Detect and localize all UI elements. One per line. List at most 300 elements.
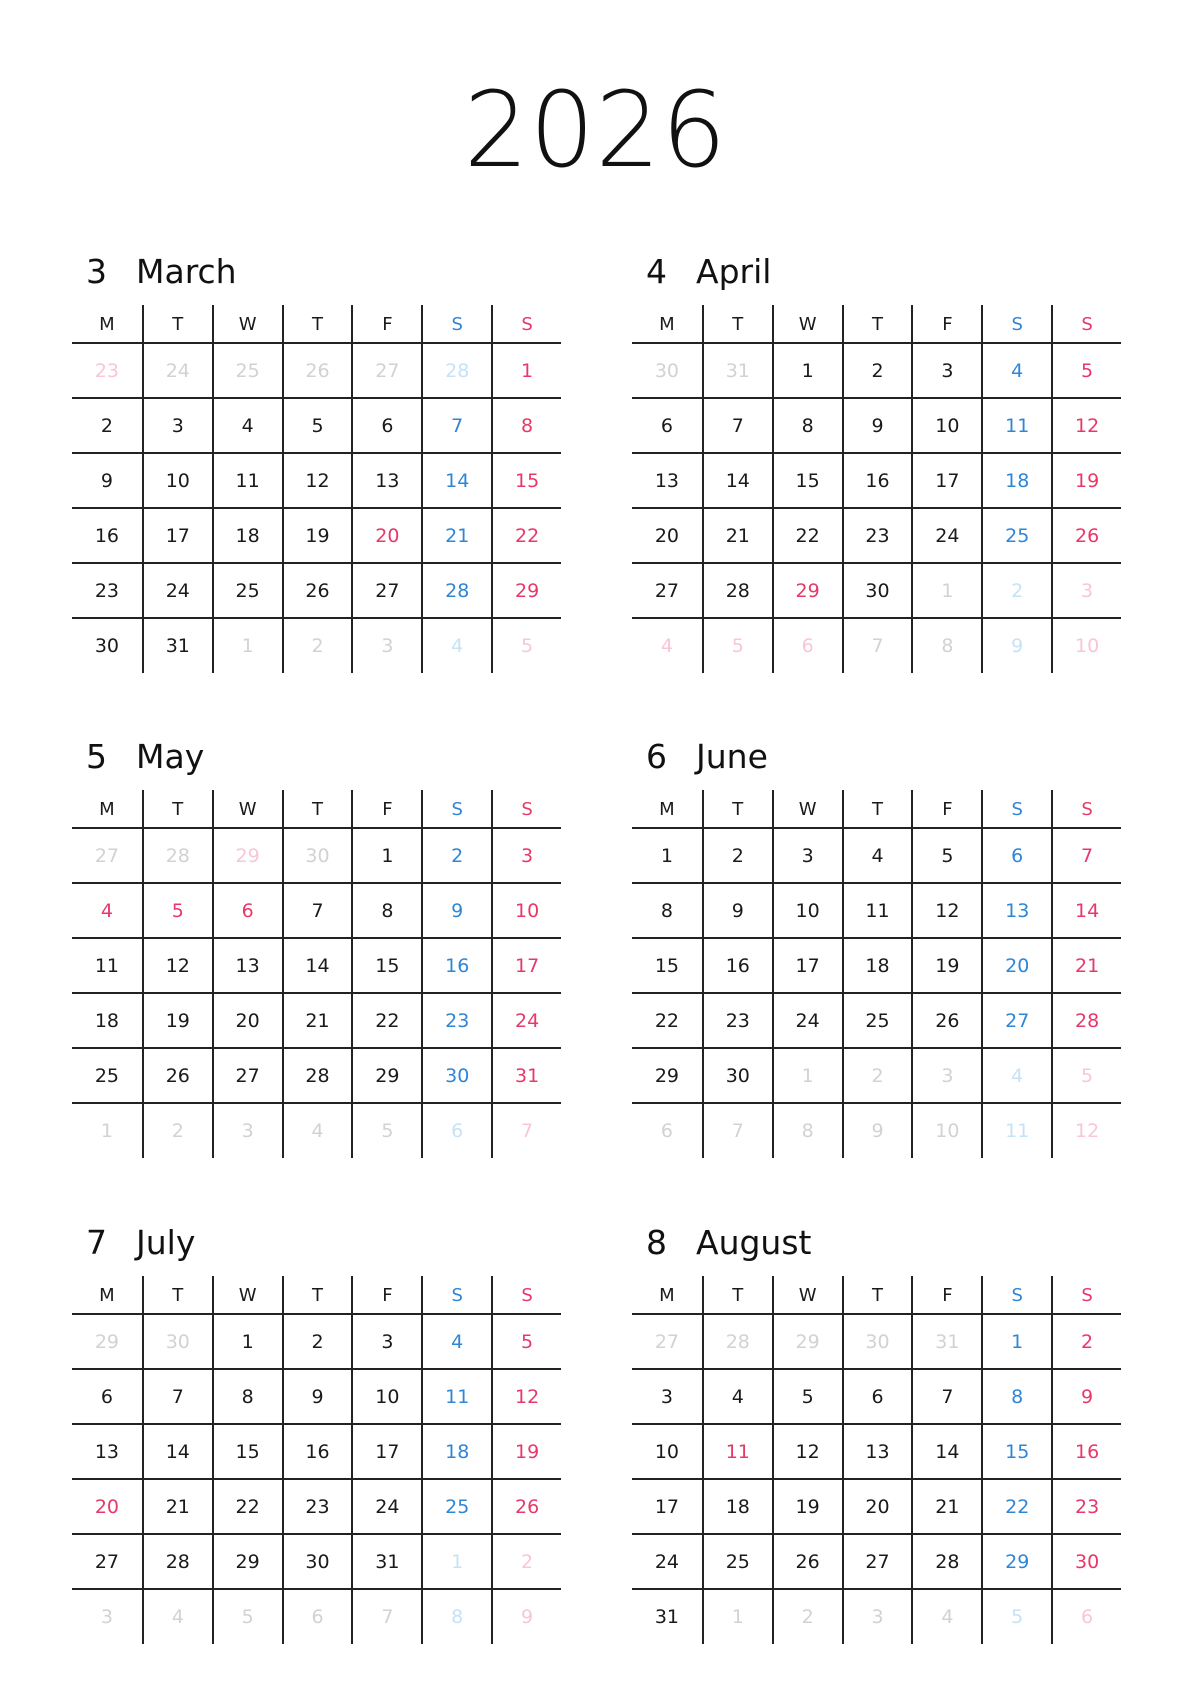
day-cell: 20 [351,509,421,562]
day-cell: 25 [94,1064,120,1087]
day-cell: 4 [142,1590,212,1644]
day-cell: 2 [491,1535,561,1588]
day-cell: 25 [212,344,282,397]
month-name: March [136,252,237,291]
day-cell: 10 [772,884,842,937]
day-cell: 13 [654,469,680,492]
day-cell: 17 [351,1425,421,1478]
weekday-label: S [491,1276,561,1313]
week-row [632,564,1121,619]
day-cell: 8 [660,899,673,922]
day-cell: 4 [212,399,282,452]
day-cell: 30 [1051,1535,1121,1588]
month-number: 8 [646,1223,667,1262]
day-cell: 28 [421,344,491,397]
day-cell: 22 [772,509,842,562]
day-cell: 3 [911,1049,981,1102]
day-cell: 2 [842,344,912,397]
month-name: July [136,1223,196,1262]
day-cell: 26 [142,1049,212,1102]
day-cell: 21 [1051,939,1121,992]
day-cell: 3 [142,399,212,452]
day-cell: 9 [491,1590,561,1644]
day-cell: 1 [981,1315,1051,1368]
day-cell: 4 [100,899,113,922]
day-cell: 10 [1051,619,1121,673]
day-cell: 19 [911,939,981,992]
day-cell: 10 [351,1370,421,1423]
day-cell: 23 [842,509,912,562]
day-cell: 11 [842,884,912,937]
day-cell: 26 [911,994,981,1047]
month-march [72,250,561,680]
day-cell: 1 [212,1315,282,1368]
day-cell: 11 [981,399,1051,452]
week-row [72,454,561,509]
day-cell: 17 [142,509,212,562]
day-cell: 27 [94,1550,120,1573]
day-cell: 30 [282,829,352,882]
day-cell: 3 [772,829,842,882]
weekday-label: M [659,1285,675,1306]
weekday-label: F [911,1276,981,1313]
day-cell: 6 [100,1385,113,1408]
day-cell: 17 [491,939,561,992]
day-cell: 8 [772,399,842,452]
day-cell: 3 [351,1315,421,1368]
month-name: June [696,737,768,776]
month-title [646,735,768,779]
day-cell: 5 [1051,344,1121,397]
weekday-label: T [142,305,212,342]
day-cell: 28 [911,1535,981,1588]
day-cell: 14 [702,454,772,507]
day-cell: 16 [421,939,491,992]
weekday-label: M [99,799,115,820]
day-cell: 2 [842,1049,912,1102]
day-cell: 19 [1051,454,1121,507]
day-cell: 27 [351,344,421,397]
day-cell: 17 [911,454,981,507]
day-cell: 14 [911,1425,981,1478]
weekday-label: S [981,1276,1051,1313]
day-cell: 8 [212,1370,282,1423]
month-name: August [696,1223,812,1262]
month-title [86,250,237,294]
day-cell: 6 [842,1370,912,1423]
day-cell: 4 [660,635,673,657]
day-cell: 13 [842,1425,912,1478]
calendar-grid [72,1276,561,1644]
day-cell: 11 [702,1425,772,1478]
week-row [632,509,1121,564]
week-row [632,994,1121,1049]
day-cell: 10 [654,1440,680,1463]
day-cell: 27 [981,994,1051,1047]
day-cell: 8 [421,1590,491,1644]
day-cell: 5 [772,1370,842,1423]
day-cell: 28 [421,564,491,617]
day-cell: 10 [911,399,981,452]
day-cell: 31 [654,1606,680,1628]
day-cell: 29 [351,1049,421,1102]
day-cell: 15 [654,954,680,977]
day-cell: 3 [100,1606,113,1628]
day-cell: 9 [842,1104,912,1158]
month-title [646,1221,811,1265]
day-cell: 18 [94,1009,120,1032]
day-cell: 24 [654,1550,680,1573]
weekday-label: M [659,799,675,820]
weekday-label: W [772,305,842,342]
weekday-label: T [702,1276,772,1313]
day-cell: 7 [702,399,772,452]
day-cell: 8 [981,1370,1051,1423]
day-cell: 18 [212,509,282,562]
weekday-label: T [702,790,772,827]
day-cell: 26 [1051,509,1121,562]
day-cell: 3 [1051,564,1121,617]
day-cell: 30 [842,564,912,617]
day-cell: 2 [142,1104,212,1158]
month-may [72,735,561,1165]
day-cell: 31 [142,619,212,673]
day-cell: 18 [702,1480,772,1533]
month-august [632,1221,1121,1651]
day-cell: 29 [654,1064,680,1087]
weekday-label: S [1051,305,1121,342]
day-cell: 27 [842,1535,912,1588]
week-row [632,1104,1121,1158]
week-row [72,1535,561,1590]
week-row [72,994,561,1049]
day-cell: 27 [654,579,680,602]
week-row [72,1049,561,1104]
month-number: 4 [646,252,667,291]
week-row [72,1590,561,1644]
day-cell: 27 [654,1330,680,1353]
day-cell: 9 [100,469,113,492]
day-cell: 4 [421,619,491,673]
day-cell: 12 [911,884,981,937]
weekday-label: T [842,1276,912,1313]
week-row [72,1480,561,1535]
day-cell: 17 [772,939,842,992]
day-cell: 5 [351,1104,421,1158]
week-row [632,829,1121,884]
week-row [632,344,1121,399]
day-cell: 24 [351,1480,421,1533]
day-cell: 6 [421,1104,491,1158]
day-cell: 23 [421,994,491,1047]
day-cell: 13 [94,1440,120,1463]
day-cell: 23 [94,579,120,602]
day-cell: 29 [94,1330,120,1353]
day-cell: 30 [142,1315,212,1368]
day-cell: 2 [100,414,113,437]
day-cell: 15 [491,454,561,507]
day-cell: 2 [421,829,491,882]
day-cell: 23 [702,994,772,1047]
day-cell: 19 [491,1425,561,1478]
day-cell: 20 [654,524,680,547]
day-cell: 1 [772,344,842,397]
day-cell: 7 [491,1104,561,1158]
day-cell: 1 [491,344,561,397]
day-cell: 24 [911,509,981,562]
day-cell: 5 [142,884,212,937]
week-row [632,1315,1121,1370]
day-cell: 5 [911,829,981,882]
weekday-label: F [351,1276,421,1313]
week-row [632,884,1121,939]
day-cell: 13 [212,939,282,992]
weekday-header [72,305,561,344]
day-cell: 30 [654,359,680,382]
month-title [86,1221,195,1265]
day-cell: 20 [842,1480,912,1533]
day-cell: 12 [1051,1104,1121,1158]
month-april [632,250,1121,680]
week-row [72,884,561,939]
week-row [632,939,1121,994]
day-cell: 25 [842,994,912,1047]
day-cell: 6 [351,399,421,452]
day-cell: 9 [1051,1370,1121,1423]
weekday-label: T [142,1276,212,1313]
weekday-label: W [772,1276,842,1313]
day-cell: 7 [282,884,352,937]
weekday-label: T [842,305,912,342]
day-cell: 11 [212,454,282,507]
month-number: 5 [86,737,107,776]
week-row [72,1315,561,1370]
day-cell: 15 [212,1425,282,1478]
day-cell: 1 [660,844,673,867]
day-cell: 2 [702,829,772,882]
day-cell: 22 [212,1480,282,1533]
day-cell: 7 [351,1590,421,1644]
day-cell: 29 [772,564,842,617]
day-cell: 21 [282,994,352,1047]
week-row [72,344,561,399]
day-cell: 28 [1051,994,1121,1047]
day-cell: 30 [702,1049,772,1102]
day-cell: 21 [421,509,491,562]
day-cell: 2 [772,1590,842,1644]
day-cell: 18 [842,939,912,992]
day-cell: 15 [981,1425,1051,1478]
day-cell: 8 [491,399,561,452]
weekday-label: M [99,314,115,335]
weekday-label: T [282,1276,352,1313]
day-cell: 30 [94,635,120,657]
day-cell: 14 [142,1425,212,1478]
day-cell: 1 [702,1590,772,1644]
weekday-label: T [282,790,352,827]
day-cell: 17 [654,1495,680,1518]
week-row [72,939,561,994]
day-cell: 4 [911,1590,981,1644]
day-cell: 1 [100,1120,113,1142]
day-cell: 8 [351,884,421,937]
day-cell: 9 [981,619,1051,673]
weekday-label: W [772,790,842,827]
day-cell: 5 [491,1315,561,1368]
day-cell: 30 [842,1315,912,1368]
week-row [632,1590,1121,1644]
weekday-label: S [491,305,561,342]
weekday-header [632,1276,1121,1315]
day-cell: 19 [142,994,212,1047]
month-name: April [696,252,772,291]
weekday-label: S [1051,1276,1121,1313]
weekday-label: F [911,305,981,342]
day-cell: 31 [351,1535,421,1588]
week-row [72,509,561,564]
day-cell: 28 [142,1535,212,1588]
weekday-label: T [282,305,352,342]
weekday-label: T [702,305,772,342]
week-row [632,1480,1121,1535]
day-cell: 21 [702,509,772,562]
day-cell: 29 [981,1535,1051,1588]
day-cell: 16 [94,524,120,547]
day-cell: 24 [142,344,212,397]
day-cell: 6 [212,884,282,937]
day-cell: 29 [212,1535,282,1588]
day-cell: 8 [911,619,981,673]
day-cell: 15 [351,939,421,992]
day-cell: 3 [660,1385,673,1408]
day-cell: 1 [772,1049,842,1102]
day-cell: 16 [282,1425,352,1478]
day-cell: 12 [282,454,352,507]
day-cell: 27 [94,844,120,867]
month-june [632,735,1121,1165]
weekday-label: S [1051,790,1121,827]
day-cell: 12 [1051,399,1121,452]
day-cell: 14 [1051,884,1121,937]
day-cell: 22 [491,509,561,562]
day-cell: 1 [212,619,282,673]
day-cell: 10 [491,884,561,937]
day-cell: 15 [772,454,842,507]
day-cell: 25 [981,509,1051,562]
day-cell: 3 [491,829,561,882]
day-cell: 20 [94,1495,120,1518]
day-cell: 29 [491,564,561,617]
year-title: 2026 [463,69,728,191]
weekday-label: M [659,314,675,335]
day-cell: 5 [981,1590,1051,1644]
day-cell: 4 [842,829,912,882]
day-cell: 26 [772,1535,842,1588]
day-cell: 22 [981,1480,1051,1533]
weekday-label: S [421,1276,491,1313]
day-cell: 28 [702,564,772,617]
month-title [646,250,771,294]
day-cell: 31 [911,1315,981,1368]
day-cell: 9 [282,1370,352,1423]
day-cell: 6 [660,1120,673,1142]
day-cell: 2 [981,564,1051,617]
day-cell: 26 [282,344,352,397]
day-cell: 16 [1051,1425,1121,1478]
day-cell: 2 [282,619,352,673]
day-cell: 30 [282,1535,352,1588]
day-cell: 29 [772,1315,842,1368]
day-cell: 29 [212,829,282,882]
day-cell: 23 [94,359,120,382]
day-cell: 5 [1051,1049,1121,1102]
day-cell: 10 [911,1104,981,1158]
weekday-label: W [212,305,282,342]
day-cell: 21 [142,1480,212,1533]
calendar-grid [632,790,1121,1158]
week-row [632,1049,1121,1104]
day-cell: 1 [421,1535,491,1588]
weekday-label: S [421,305,491,342]
day-cell: 5 [702,619,772,673]
day-cell: 8 [772,1104,842,1158]
day-cell: 10 [142,454,212,507]
day-cell: 19 [282,509,352,562]
day-cell: 31 [491,1049,561,1102]
day-cell: 11 [421,1370,491,1423]
day-cell: 4 [282,1104,352,1158]
day-cell: 9 [842,399,912,452]
weekday-label: T [842,790,912,827]
day-cell: 9 [702,884,772,937]
day-cell: 26 [282,564,352,617]
day-cell: 4 [981,1049,1051,1102]
weekday-label: F [351,305,421,342]
weekday-label: W [212,1276,282,1313]
week-row [72,1425,561,1480]
day-cell: 4 [421,1315,491,1368]
day-cell: 4 [981,344,1051,397]
day-cell: 23 [1051,1480,1121,1533]
weekday-header [632,305,1121,344]
day-cell: 27 [351,564,421,617]
day-cell: 14 [421,454,491,507]
day-cell: 27 [212,1049,282,1102]
day-cell: 5 [491,619,561,673]
weekday-label: F [351,790,421,827]
day-cell: 7 [1051,829,1121,882]
day-cell: 23 [282,1480,352,1533]
week-row [632,1425,1121,1480]
day-cell: 6 [772,619,842,673]
day-cell: 4 [702,1370,772,1423]
day-cell: 18 [981,454,1051,507]
weekday-label: M [99,1285,115,1306]
month-name: May [136,737,205,776]
day-cell: 28 [702,1315,772,1368]
day-cell: 3 [212,1104,282,1158]
day-cell: 24 [142,564,212,617]
month-title [86,735,204,779]
day-cell: 1 [911,564,981,617]
day-cell: 24 [772,994,842,1047]
month-number: 7 [86,1223,107,1262]
weekday-label: S [491,790,561,827]
day-cell: 5 [282,399,352,452]
day-cell: 7 [142,1370,212,1423]
day-cell: 25 [421,1480,491,1533]
calendar-grid [72,790,561,1158]
